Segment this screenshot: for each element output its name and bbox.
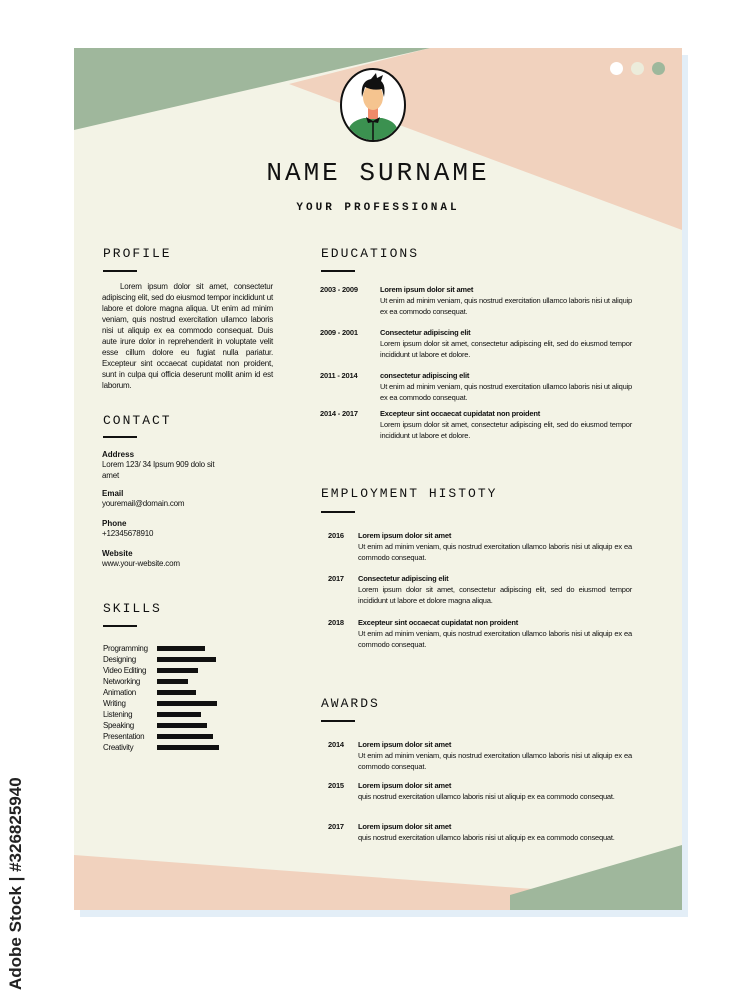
divider: [103, 625, 137, 627]
skill-label: Programming: [103, 644, 148, 653]
education-text: Ut enim ad minim veniam, quis nostrud exercitation ullamco laboris nisi ut aliquip ex ea commodo consequat.: [380, 296, 632, 316]
skill-row: [103, 665, 219, 676]
contact-label: Website: [102, 549, 133, 558]
education-years: 2009 - 2001: [320, 328, 358, 337]
employment-text: Ut enim ad minim veniam, quis nostrud exercitation ullamco laboris nisi ut aliquip ex ea commodo consequat.: [358, 629, 632, 649]
education-title: Excepteur sint occaecat cupidatat non proident: [380, 409, 541, 418]
skill-row: [103, 654, 219, 665]
skill-row: [103, 698, 219, 709]
skill-bar: [157, 668, 198, 673]
contact-value: Lorem 123/ 34 Ipsum 909 dolo sit amet: [102, 460, 215, 480]
divider: [321, 720, 355, 722]
avatar: [338, 67, 408, 143]
profile-heading: PROFILE: [103, 246, 172, 261]
awards-years: 2017: [328, 822, 344, 831]
employment-entry: [328, 617, 632, 650]
contact-item: [102, 450, 222, 481]
skill-label: Designing: [103, 655, 136, 664]
contact-item: [102, 519, 222, 539]
window-dot: [610, 62, 623, 75]
awards-text: quis nostrud exercitation ullamco laboris nisi ut aliquip ex ea commodo consequat.: [358, 792, 615, 801]
contact-heading: CONTACT: [103, 413, 172, 428]
education-text: Lorem ipsum dolor sit amet, consectetur adipiscing elit, sed do eiusmod tempor incididunt ut labore et dolore.: [380, 420, 632, 440]
divider: [103, 436, 137, 438]
skill-bar: [157, 712, 201, 717]
skill-label: Listening: [103, 710, 133, 719]
skill-label: Speaking: [103, 721, 134, 730]
contact-label: Email: [102, 489, 124, 498]
skill-bar: [157, 745, 219, 750]
education-text: Lorem ipsum dolor sit amet, consectetur adipiscing elit, sed do eiusmod tempor incididunt ut labore et dolore.: [380, 339, 632, 359]
awards-heading: AWARDS: [321, 696, 380, 711]
skill-row: [103, 720, 219, 731]
resume-page: [74, 48, 682, 910]
awards-years: 2014: [328, 740, 344, 749]
employment-text: Lorem ipsum dolor sit amet, consectetur adipiscing elit, sed do eiusmod tempor incididunt ut labore et dolore magna aliqua.: [358, 585, 632, 605]
education-entry: [320, 284, 632, 317]
divider: [321, 270, 355, 272]
awards-title: Lorem ipsum dolor sit amet: [358, 740, 452, 749]
education-title: consectetur adipiscing elit: [380, 371, 470, 380]
skill-row: [103, 731, 219, 742]
contact-value: youremail@domain.com: [102, 499, 185, 508]
employment-years: 2016: [328, 531, 344, 540]
skill-label: Creativity: [103, 743, 134, 752]
education-years: 2014 - 2017: [320, 409, 358, 418]
contact-item: [102, 489, 222, 509]
skill-row: [103, 676, 219, 687]
skill-label: Writing: [103, 699, 126, 708]
awards-entry: [328, 821, 632, 843]
candidate-name: NAME SURNAME: [266, 158, 490, 188]
contact-label: Phone: [102, 519, 127, 528]
skills-list: [103, 643, 219, 753]
education-entry: [320, 327, 632, 360]
awards-years: 2015: [328, 781, 344, 790]
employment-text: Ut enim ad minim veniam, quis nostrud exercitation ullamco laboris nisi ut aliquip ex ea commodo consequat.: [358, 542, 632, 562]
education-heading: EDUCATIONS: [321, 246, 420, 261]
profession: YOUR PROFESSIONAL: [296, 202, 460, 214]
employment-title: Consectetur adipiscing elit: [358, 574, 449, 583]
skill-bar: [157, 657, 216, 662]
skill-bar: [157, 734, 213, 739]
awards-entry: [328, 780, 632, 802]
contact-list: [102, 450, 222, 579]
divider: [321, 511, 355, 513]
profile-text: Lorem ipsum dolor sit amet, consectetur adipiscing elit, sed do eiusmod tempor incididunt ut labore et dolore magna aliqua. Ut enim ad minim veniam, quis nostrud exercitation ullamco laboris nisi ut aliquip ex ea commodo consequat. Duis aute irure dolor in reprehenderit in voluptate velit esse cillum dolore eu fugiat nulla pariatur. Excepteur sint occaecat cupidatat non proident, sunt in culpa qui officia deserunt mollit anim id est laborum.: [102, 282, 273, 390]
contact-value: www.your-website.com: [102, 559, 180, 568]
education-entry: [320, 370, 632, 403]
employment-title: Lorem ipsum dolor sit amet: [358, 531, 452, 540]
skill-row: [103, 709, 219, 720]
skill-bar: [157, 690, 196, 695]
skill-bar: [157, 723, 207, 728]
skill-bar: [157, 701, 217, 706]
skill-row: [103, 687, 219, 698]
awards-entry: [328, 739, 632, 772]
awards-title: Lorem ipsum dolor sit amet: [358, 822, 452, 831]
skill-label: Video Editing: [103, 666, 147, 675]
employment-years: 2018: [328, 618, 344, 627]
skill-bar: [157, 646, 205, 651]
skill-bar: [157, 679, 188, 684]
education-text: Ut enim ad minim veniam, quis nostrud exercitation ullamco laboris nisi ut aliquip ex ea commodo consequat.: [380, 382, 632, 402]
awards-text: quis nostrud exercitation ullamco laboris nisi ut aliquip ex ea commodo consequat.: [358, 833, 615, 842]
awards-title: Lorem ipsum dolor sit amet: [358, 781, 452, 790]
employment-years: 2017: [328, 574, 344, 583]
skills-heading: SKILLS: [103, 601, 162, 616]
skill-label: Networking: [103, 677, 141, 686]
green-bottom-shape: [510, 845, 682, 910]
employment-heading: EMPLOYMENT HISTOTY: [321, 486, 498, 501]
skill-label: Presentation: [103, 732, 145, 741]
contact-item: [102, 549, 222, 569]
education-title: Lorem ipsum dolor sit amet: [380, 285, 474, 294]
contact-value: +12345678910: [102, 529, 154, 538]
watermark: Adobe Stock | #326825940: [6, 777, 25, 990]
employment-entry: [328, 573, 632, 606]
education-title: Consectetur adipiscing elit: [380, 328, 471, 337]
contact-label: Address: [102, 450, 135, 459]
employment-entry: [328, 530, 632, 563]
education-years: 2003 - 2009: [320, 285, 358, 294]
skill-row: [103, 643, 219, 654]
education-years: 2011 - 2014: [320, 371, 358, 380]
education-entry: [320, 408, 632, 441]
skill-label: Animation: [103, 688, 136, 697]
divider: [103, 270, 137, 272]
employment-title: Excepteur sint occaecat cupidatat non proident: [358, 618, 519, 627]
window-dot: [652, 62, 665, 75]
skill-row: [103, 742, 219, 753]
window-dot: [631, 62, 644, 75]
awards-text: Ut enim ad minim veniam, quis nostrud exercitation ullamco laboris nisi ut aliquip ex ea commodo consequat.: [358, 751, 632, 771]
